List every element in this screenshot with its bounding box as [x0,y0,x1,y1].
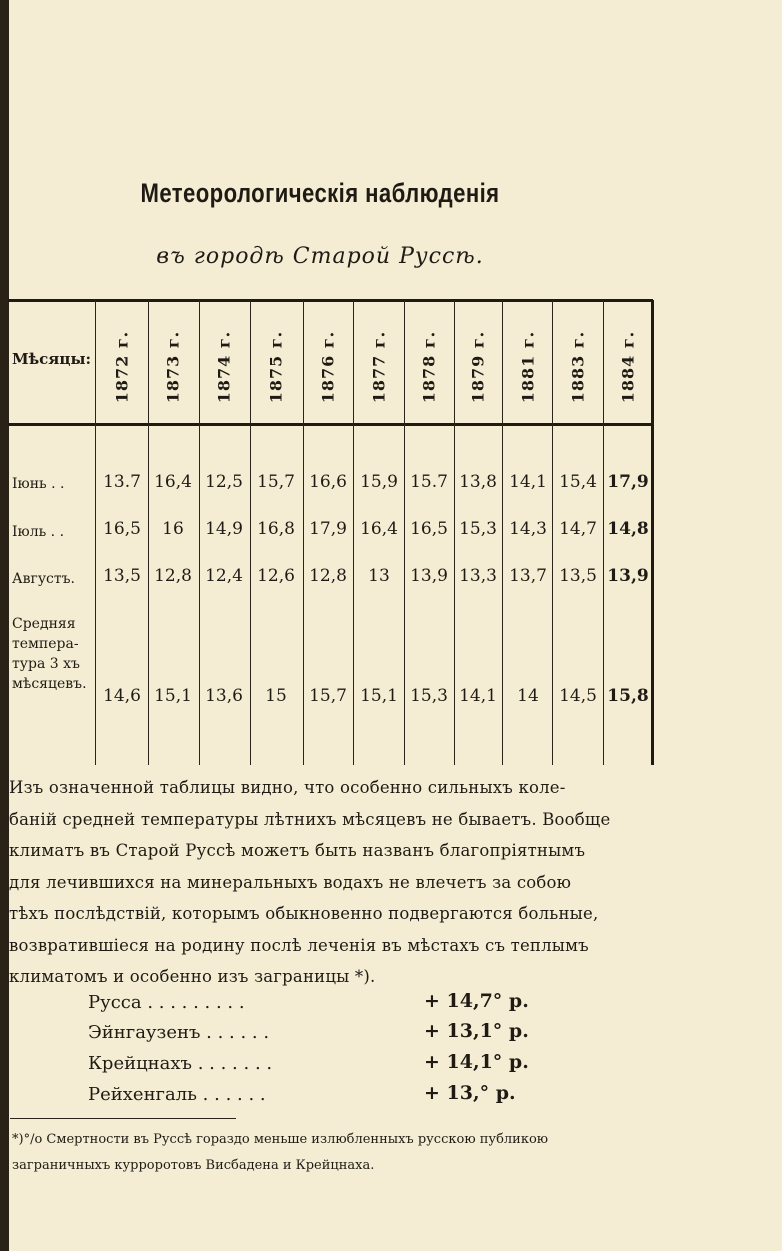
year-header: 1879 г. [468,330,488,404]
footnote-line: *)°/о Смертности въ Руссѣ гораздо меньше излюбленныхъ русскою публикою [12,1132,549,1147]
table-cell: 15,1 [360,686,398,706]
comparison-name: Рейхенгаль . . . . . . [88,1084,266,1105]
table-cell: 13,6 [205,686,243,706]
page-subtitle: въ городѣ Старой Руссѣ. [156,244,484,269]
table-cell: 16 [162,519,184,539]
table-cell: 16,4 [154,472,192,492]
year-header: 1872 г. [112,330,132,404]
year-header: 1875 г. [266,330,286,404]
year-header: 1881 г. [518,330,538,404]
table-cell: 14,9 [205,519,243,539]
text-line: тѣхъ послѣдствій, которымъ обыкновенно подвергаются больные, [9,904,599,923]
text-line: баній средней температуры лѣтнихъ мѣсяцевъ не бываетъ. Вообще [9,809,611,829]
table-cell: 14,6 [103,686,141,706]
table-cell: 16,6 [309,472,347,492]
table-cell: 13,9 [607,566,649,586]
table-cell: 13,7 [509,566,547,586]
table-cell: 15.7 [410,472,448,492]
comparison-value: + 13,1° р. [424,1020,529,1042]
table-cell: 12,8 [309,566,347,586]
table-cell: 15,3 [410,686,448,706]
table-cell: 12,4 [205,566,243,586]
table-cell: 16,4 [360,519,398,539]
year-header: 1884 г. [618,330,638,404]
text-line: Изъ означенной таблицы видно, что особенно сильныхъ коле- [9,778,566,797]
table-cell: 13,5 [559,566,597,586]
text-line: климатомъ и особенно изъ заграницы *). [9,967,376,986]
row-label-july: Іюль . . [12,524,65,540]
table-cell: 14,7 [559,519,597,539]
table-cell: 14,5 [559,686,597,706]
table-cell: 15,9 [360,472,398,492]
comparison-name: Эйнгаузенъ . . . . . . [88,1022,270,1043]
year-header: 1883 г. [568,330,588,404]
page-binding-edge [0,0,9,1251]
row-label-august: Августъ. [12,571,75,587]
table-row-header: Мѣсяцы: [12,350,92,368]
footnote-rule [10,1118,236,1119]
table-cell: 14 [517,686,539,706]
row-label-june: Іюнь . . [12,476,65,492]
table-cell: 13.7 [103,472,141,492]
table-cell: 13,9 [410,566,448,586]
year-header: 1878 г. [419,330,439,404]
table-cell: 13,5 [103,566,141,586]
table-cell: 16,5 [410,519,448,539]
body-paragraph [9,772,657,993]
table-cell: 15,1 [154,686,192,706]
footnote-line: заграничныхъ курроротовъ Висбадена и Крейцнаха. [12,1158,375,1173]
text-line: для лечившихся на минеральныхъ водахъ не влечетъ за собою [9,872,572,892]
comparison-name: Крейцнахъ . . . . . . . [88,1053,273,1074]
table-cell: 17,9 [607,472,649,492]
year-header: 1874 г. [214,330,234,404]
table-cell: 14,8 [607,519,649,539]
table-cell: 14,1 [509,472,547,492]
comparison-value: + 13,° р. [424,1082,516,1104]
table-cell: 16,5 [103,519,141,539]
table-cell: 15,7 [257,472,295,492]
table-cell: 14,1 [459,686,497,706]
year-header: 1877 г. [369,330,389,404]
table-cell: 15 [265,686,287,706]
table-cell: 17,9 [309,519,347,539]
table-cell: 13,3 [459,566,497,586]
row-label-average: Средняя темпера- тура 3 хъ мѣсяцевъ. [12,616,87,692]
text-line: климатъ въ Старой Руссѣ можетъ быть названъ благопріятнымъ [9,841,586,860]
table-cell: 13,8 [459,472,497,492]
table-cell: 12,8 [154,566,192,586]
table-cell: 13 [368,566,390,586]
year-header: 1876 г. [318,330,338,404]
table-col-divider [95,300,96,765]
table-cell: 12,5 [205,472,243,492]
table-cell: 15,3 [459,519,497,539]
text-line: возвратившіеся на родину послѣ леченія въ мѣстахъ съ теплымъ [9,935,589,955]
table-cell: 12,6 [257,566,295,586]
table-cell: 14,3 [509,519,547,539]
table-cell: 15,4 [559,472,597,492]
comparison-name: Русса . . . . . . . . . [88,992,245,1013]
page-title: Метеорологическія наблюденія [140,178,500,208]
table-cell: 15,7 [309,686,347,706]
year-header: 1873 г. [163,330,183,404]
table-cell: 15,8 [607,686,649,706]
comparison-value: + 14,1° р. [424,1051,529,1073]
table-cell: 16,8 [257,519,295,539]
table-top-rule [8,299,653,302]
comparison-value: + 14,7° р. [424,990,529,1012]
footnote [12,1127,657,1179]
table-header-rule [8,423,653,426]
